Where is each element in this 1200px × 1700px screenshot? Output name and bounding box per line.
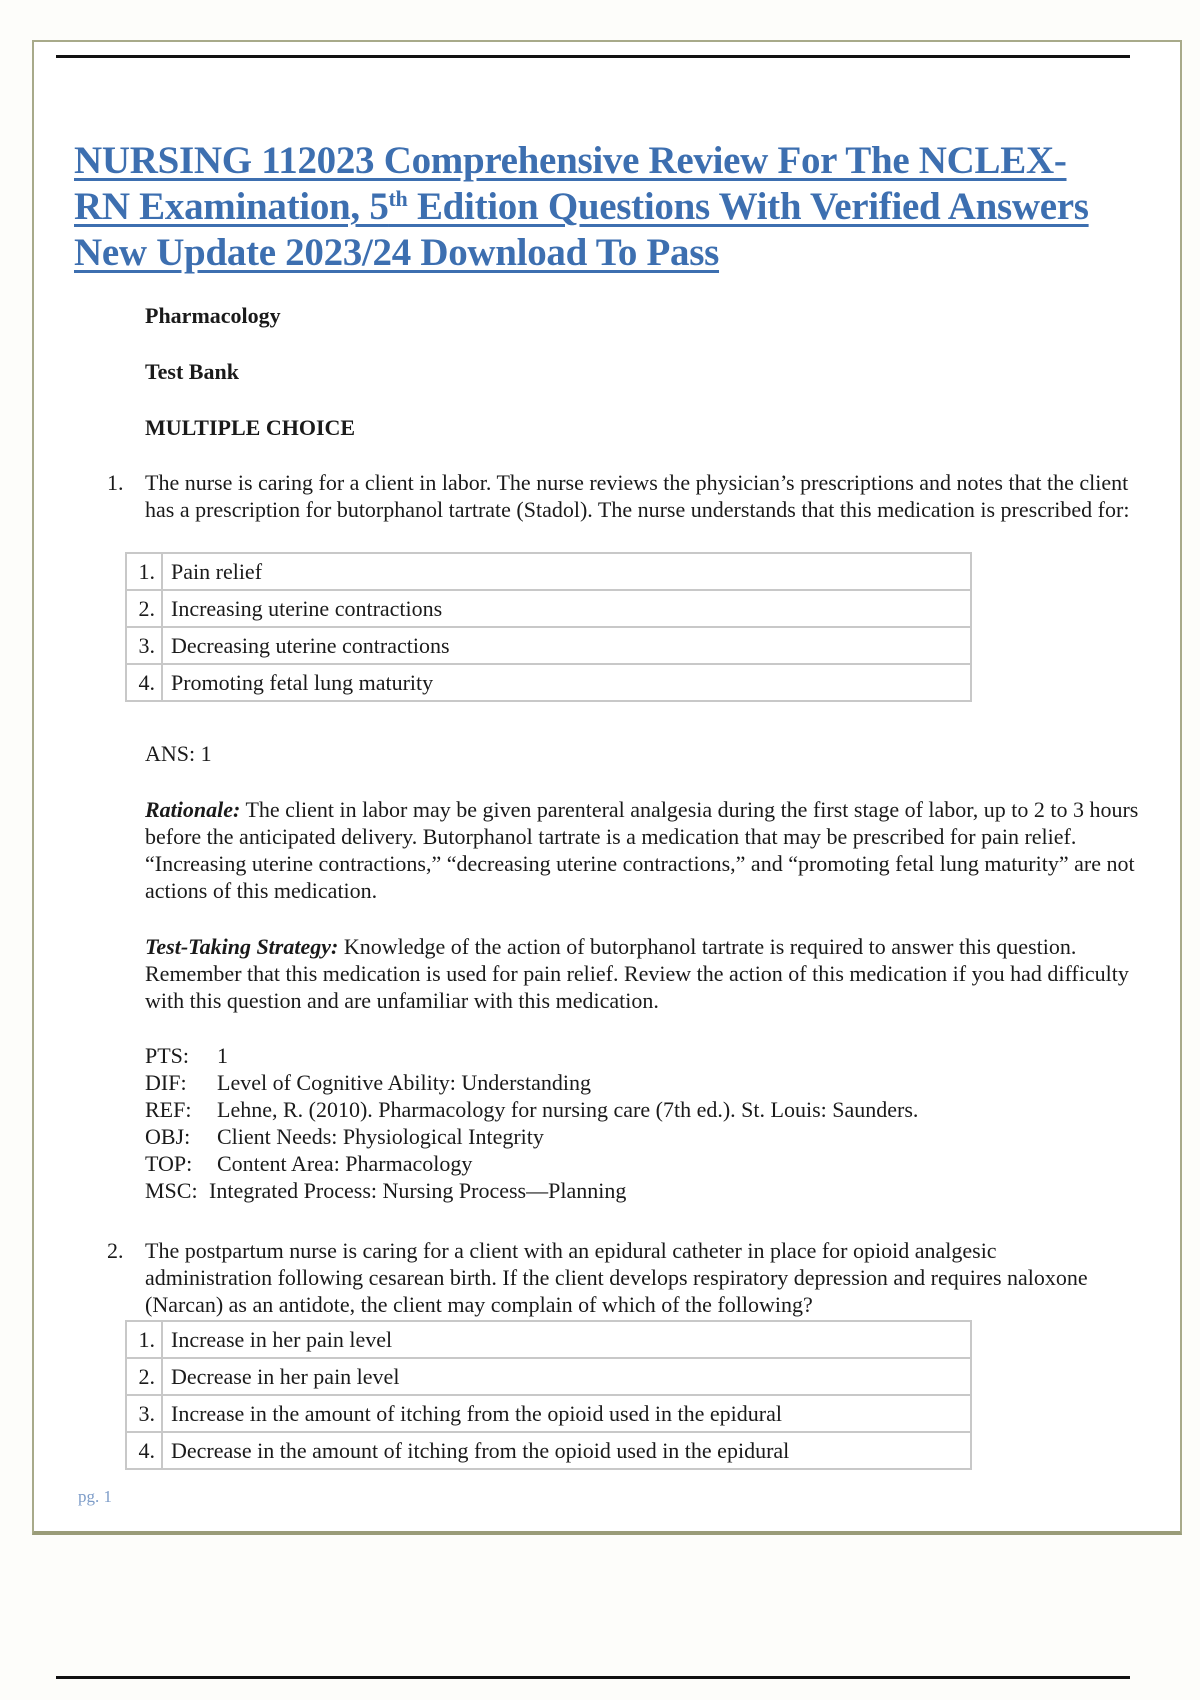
meta-key: MSC:: [145, 1178, 198, 1203]
question-number: 2.: [107, 1238, 124, 1263]
option-text: Decreasing uterine contractions: [162, 627, 971, 664]
option-row: [126, 1395, 971, 1432]
option-text: Increasing uterine contractions: [162, 590, 971, 627]
option-number: 2.: [126, 1358, 162, 1395]
document-title: [74, 138, 1089, 276]
heading-pharmacology: Pharmacology: [145, 303, 281, 328]
strategy-label: Test-Taking Strategy:: [145, 934, 339, 959]
rationale: [145, 796, 1155, 904]
option-text: Decrease in the amount of itching from the opioid used in the epidural: [162, 1432, 971, 1469]
option-number: 3.: [126, 627, 162, 664]
option-text: Increase in the amount of itching from the opioid used in the epidural: [162, 1395, 971, 1432]
strategy-text: Knowledge of the action of butorphanol tartrate is required to answer this question. Remember that this medication is used for pain relief. Review the action of this medication if you had difficulty with this question and are unfamiliar with this medication.: [145, 934, 1129, 1013]
meta-value: 1: [217, 1043, 228, 1068]
option-row: [126, 553, 971, 590]
meta-value: Client Needs: Physiological Integrity: [217, 1124, 544, 1149]
option-number: 3.: [126, 1395, 162, 1432]
option-row: [126, 1432, 971, 1469]
question-metadata: [145, 1042, 918, 1204]
option-text: Increase in her pain level: [162, 1321, 971, 1358]
option-row: [126, 1321, 971, 1358]
option-number: 4.: [126, 1432, 162, 1469]
meta-key: DIF:: [145, 1070, 187, 1095]
option-number: 1.: [126, 553, 162, 590]
meta-value: Content Area: Pharmacology: [217, 1151, 473, 1176]
option-row: [126, 627, 971, 664]
meta-key: TOP:: [145, 1151, 193, 1176]
title-text: Edition Questions With Verified Answers: [407, 185, 1089, 228]
question-number: 1.: [107, 470, 124, 495]
meta-key: PTS:: [145, 1043, 190, 1068]
rationale-text: The client in labor may be given parenteral analgesia during the first stage of labor, up to 2 to 3 hours before the anticipated delivery. Butorphanol tartrate is a medication that may be prescribed for pain relief. “Increasing uterine contractions,” “decreasing uterine contractions,” and “promoting fetal lung maturity” are not actions of this medication.: [145, 797, 1139, 903]
page-number: pg. 1: [78, 1487, 112, 1506]
title-line-2: [74, 184, 1089, 230]
answer-options-table: [125, 1320, 972, 1470]
footer-rule: [56, 1676, 1130, 1679]
option-text: Promoting fetal lung maturity: [162, 664, 971, 701]
rationale-label: Rationale:: [145, 797, 241, 822]
title-line-1: NURSING 112023 Comprehensive Review For The NCLEX-: [74, 139, 1067, 182]
title-superscript: th: [388, 186, 408, 211]
answer-options-table: [125, 552, 972, 702]
question-text: The nurse is caring for a client in labor. The nurse reviews the physician’s prescriptions and notes that the client has a prescription for butorphanol tartrate (Stadol). The nurse understands that this medication is prescribed for:: [145, 470, 1130, 522]
meta-key: REF:: [145, 1097, 192, 1122]
answer-key: ANS: 1: [145, 741, 212, 766]
meta-key: OBJ:: [145, 1124, 191, 1149]
meta-value: Lehne, R. (2010). Pharmacology for nursing care (7th ed.). St. Louis: Saunders.: [217, 1097, 919, 1122]
question-text: The postpartum nurse is caring for a client with an epidural catheter in place for opioid analgesic administration following cesarean birth. If the client develops respiratory depression and requires naloxone (Narcan) as an antidote, the client may complain of which of the following?: [145, 1238, 1088, 1317]
heading-multiple-choice: MULTIPLE CHOICE: [145, 415, 356, 440]
test-taking-strategy: [145, 933, 1145, 1014]
heading-test-bank: Test Bank: [145, 359, 239, 384]
title-text: RN Examination, 5: [74, 185, 389, 228]
title-line-3: New Update 2023/24 Download To Pass: [74, 231, 720, 274]
option-number: 2.: [126, 590, 162, 627]
option-row: [126, 1358, 971, 1395]
option-number: 4.: [126, 664, 162, 701]
option-row: [126, 664, 971, 701]
header-rule: [56, 55, 1130, 58]
option-row: [126, 590, 971, 627]
meta-value: Level of Cognitive Ability: Understanding: [217, 1070, 591, 1095]
option-number: 1.: [126, 1321, 162, 1358]
option-text: Decrease in her pain level: [162, 1358, 971, 1395]
option-text: Pain relief: [162, 553, 971, 590]
meta-value: Integrated Process: Nursing Process—Planning: [209, 1178, 627, 1203]
